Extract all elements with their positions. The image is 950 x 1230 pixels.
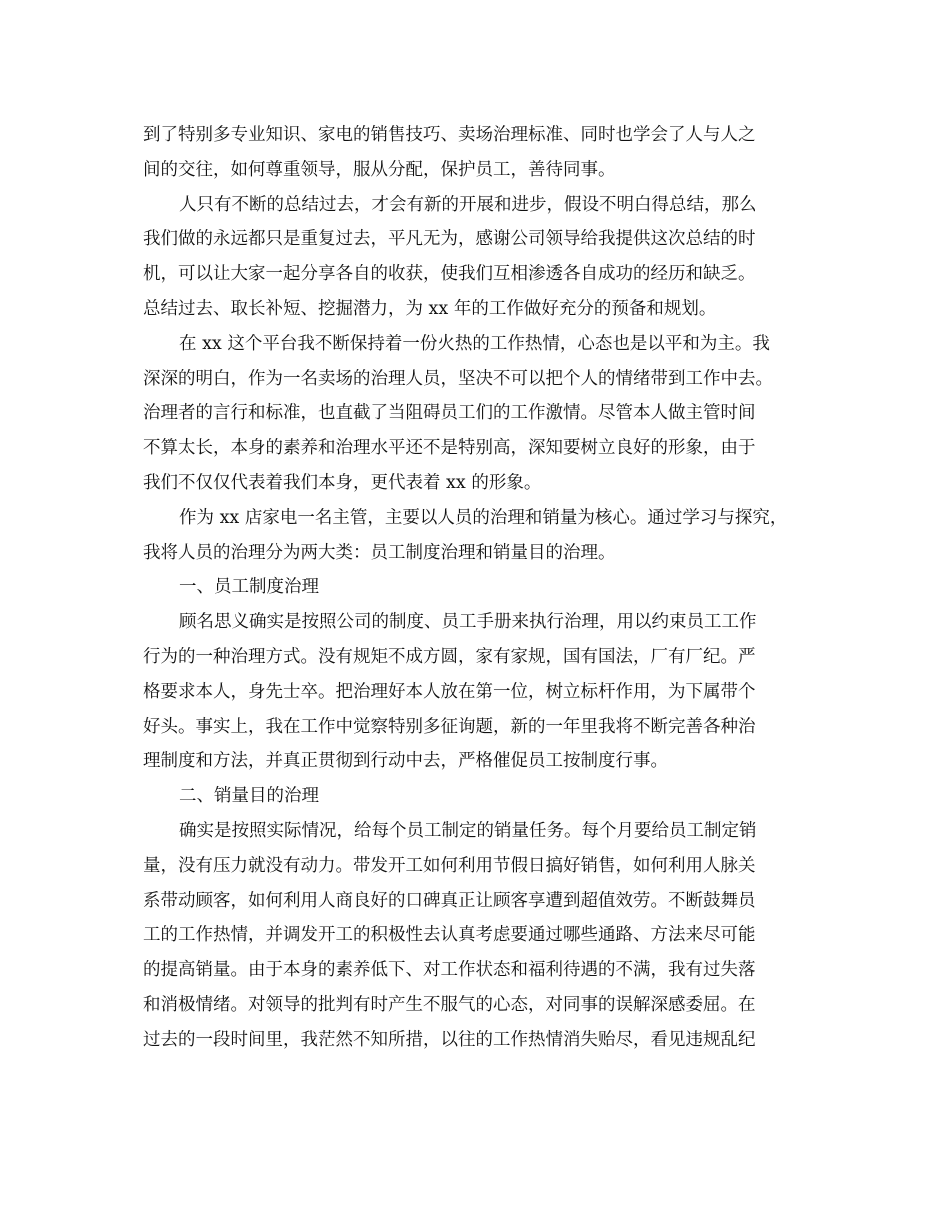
paragraph-line: 理制度和方法，并真正贯彻到行动中去，严格催促员工按制度行事。 xyxy=(143,751,668,772)
paragraph-line: 深深的明白，作为一名卖场的治理人员，坚决不可以把个人的情绪带到工作中去。 xyxy=(143,368,773,389)
paragraph-line: 格要求本人，身先士卒。把治理好本人放在第一位，树立标杆作用，为下属带个 xyxy=(143,681,756,702)
paragraph-line: 一、员工制度治理 xyxy=(179,577,319,598)
paragraph-line: 过去的一段时间里，我茫然不知所措，以往的工作热情消失贻尽，看见违规乱纪 xyxy=(143,1029,756,1050)
paragraph-line: 我们做的永远都只是重复过去，平凡无为，感谢公司领导给我提供这次总结的时 xyxy=(143,229,756,250)
paragraph-line: 顾名思义确实是按照公司的制度、员工手册来执行治理，用以约束员工工作 xyxy=(179,612,757,633)
paragraph-line: 量，没有压力就没有动力。带发开工如何利用节假日搞好销售，如何利用人脉关 xyxy=(143,855,756,876)
paragraph-line: 我们不仅仅代表着我们本身，更代表着 xx 的形象。 xyxy=(143,472,542,493)
paragraph-line: 好头。事实上，我在工作中觉察特别多征询题，新的一年里我将不断完善各种治 xyxy=(143,716,756,737)
paragraph-line: 的提高销量。由于本身的素养低下、对工作状态和福利待遇的不满，我有过失落 xyxy=(143,960,756,981)
paragraph-line: 工的工作热情，并调发开工的积极性去认真考虑要通过哪些通路、方法来尽可能 xyxy=(143,925,756,946)
paragraph-line: 作为 xx 店家电一名主管，主要以人员的治理和销量为核心。通过学习与探究， xyxy=(179,507,788,528)
paragraph-line: 人只有不断的总结过去，才会有新的开展和进步，假设不明白得总结，那么 xyxy=(179,194,757,215)
document-body xyxy=(143,118,808,1058)
paragraph-line: 系带动顾客，如何利用人商良好的口碑真正让顾客享遭到超值效劳。不断鼓舞员 xyxy=(143,890,756,911)
paragraph-line: 和消极情绪。对领导的批判有时产生不服气的心态，对同事的误解深感委屈。在 xyxy=(143,994,756,1015)
paragraph-line: 机，可以让大家一起分享各自的收获，使我们互相渗透各自成功的经历和缺乏。 xyxy=(143,264,756,285)
paragraph-line: 二、销量目的治理 xyxy=(179,786,319,807)
paragraph-line: 确实是按照实际情况，给每个员工制定的销量任务。每个月要给员工制定销 xyxy=(179,820,757,841)
paragraph-line: 治理者的言行和标准，也直截了当阻碍员工们的工作激情。尽管本人做主管时间 xyxy=(143,403,756,424)
paragraph-line: 在 xx 这个平台我不断保持着一份火热的工作热情，心态也是以平和为主。我 xyxy=(179,333,770,354)
paragraph-line: 总结过去、取长补短、挖掘潜力，为 xx 年的工作做好充分的预备和规划。 xyxy=(143,298,717,319)
paragraph-line: 间的交往，如何尊重领导，服从分配，保护员工，善待同事。 xyxy=(143,159,616,180)
paragraph-line: 到了特别多专业知识、家电的销售技巧、卖场治理标准、同时也学会了人与人之 xyxy=(143,125,756,145)
paragraph-line: 行为的一种治理方式。没有规矩不成方圆，家有家规，国有国法，厂有厂纪。严 xyxy=(143,646,756,667)
paragraph-line: 我将人员的治理分为两大类：员工制度治理和销量目的治理。 xyxy=(143,542,616,563)
paragraph-line: 不算太长，本身的素养和治理水平还不是特别高，深知要树立良好的形象，由于 xyxy=(143,438,756,459)
